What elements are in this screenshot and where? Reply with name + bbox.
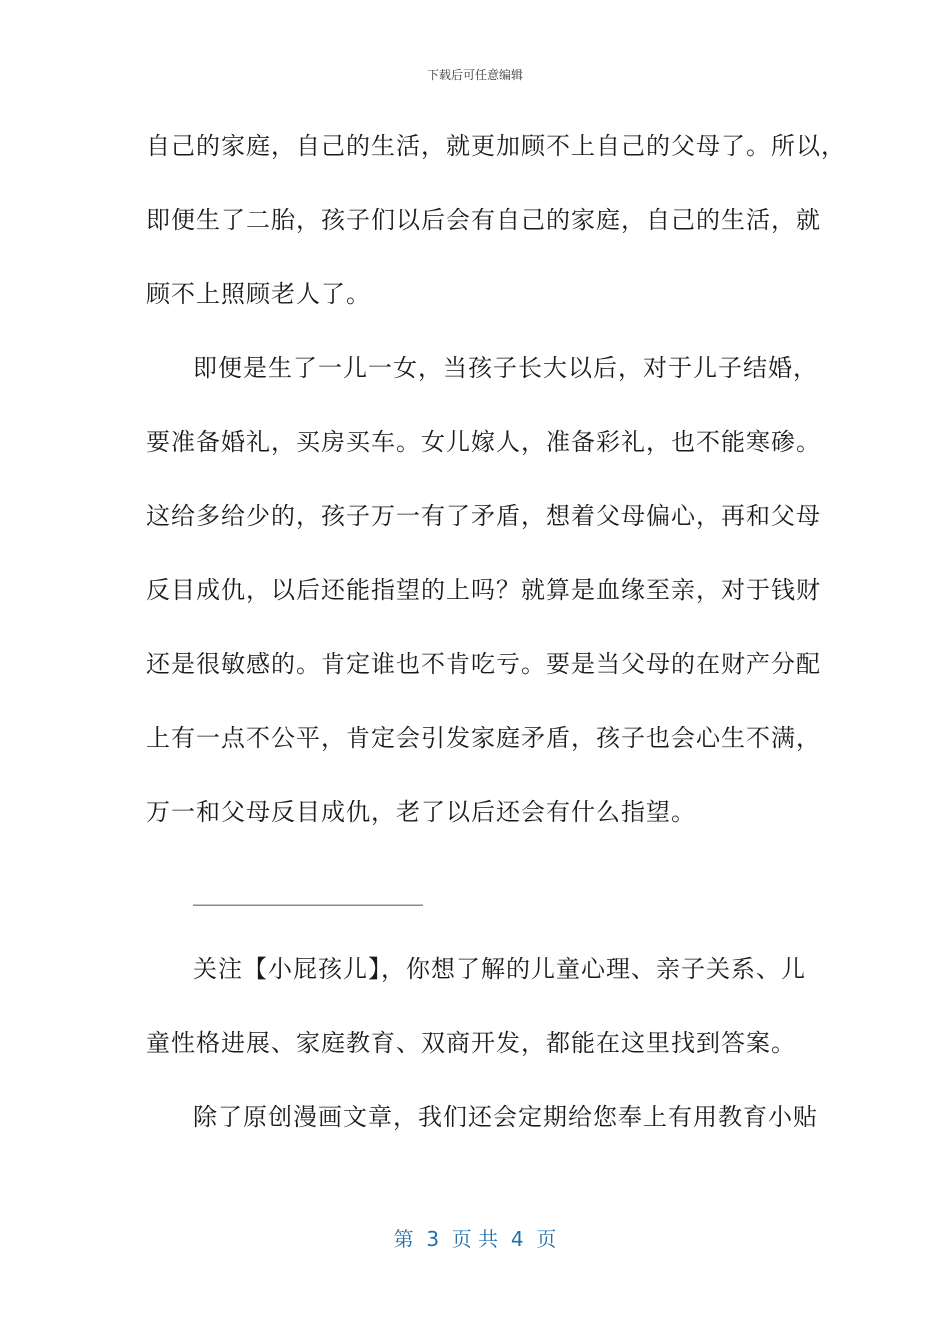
- body-line: 上有一点不公平，肯定会引发家庭矛盾，孩子也会心生不满，: [146, 724, 821, 752]
- paragraph-start-line: 除了原创漫画文章，我们还会定期给您奉上有用教育小贴: [193, 1103, 818, 1131]
- page-header: 下载后可任意编辑: [426, 68, 523, 82]
- paragraph-start-line: 关注【小屁孩儿】，你想了解的儿童心理、亲子关系、儿: [193, 955, 806, 983]
- body-line: 这给多给少的，孩子万一有了矛盾，想着父母偏心，再和父母: [146, 502, 821, 530]
- page-number-footer: 第 3 页 共 4 页: [393, 1227, 557, 1251]
- body-line: 万一和父母反目成仇，老了以后还会有什么指望。: [146, 798, 696, 826]
- body-line: 顾不上照顾老人了。: [146, 280, 371, 308]
- body-line: 童性格进展、家庭教育、双商开发，都能在这里找到答案。: [146, 1029, 796, 1057]
- section-divider: _______________________: [193, 882, 423, 906]
- body-line: 要准备婚礼，买房买车。女儿嫁人，准备彩礼，也不能寒碜。: [146, 428, 821, 456]
- body-line: 自己的家庭，自己的生活，就更加顾不上自己的父母了。所以，: [146, 132, 846, 160]
- body-line: 反目成仇，以后还能指望的上吗？就算是血缘至亲，对于钱财: [146, 576, 821, 604]
- paragraph-start-line: 即便是生了一儿一女，当孩子长大以后，对于儿子结婚，: [193, 354, 818, 382]
- body-line: 还是很敏感的。肯定谁也不肯吃亏。要是当父母的在财产分配: [146, 650, 821, 678]
- body-line: 即便生了二胎，孩子们以后会有自己的家庭，自己的生活，就: [146, 206, 821, 234]
